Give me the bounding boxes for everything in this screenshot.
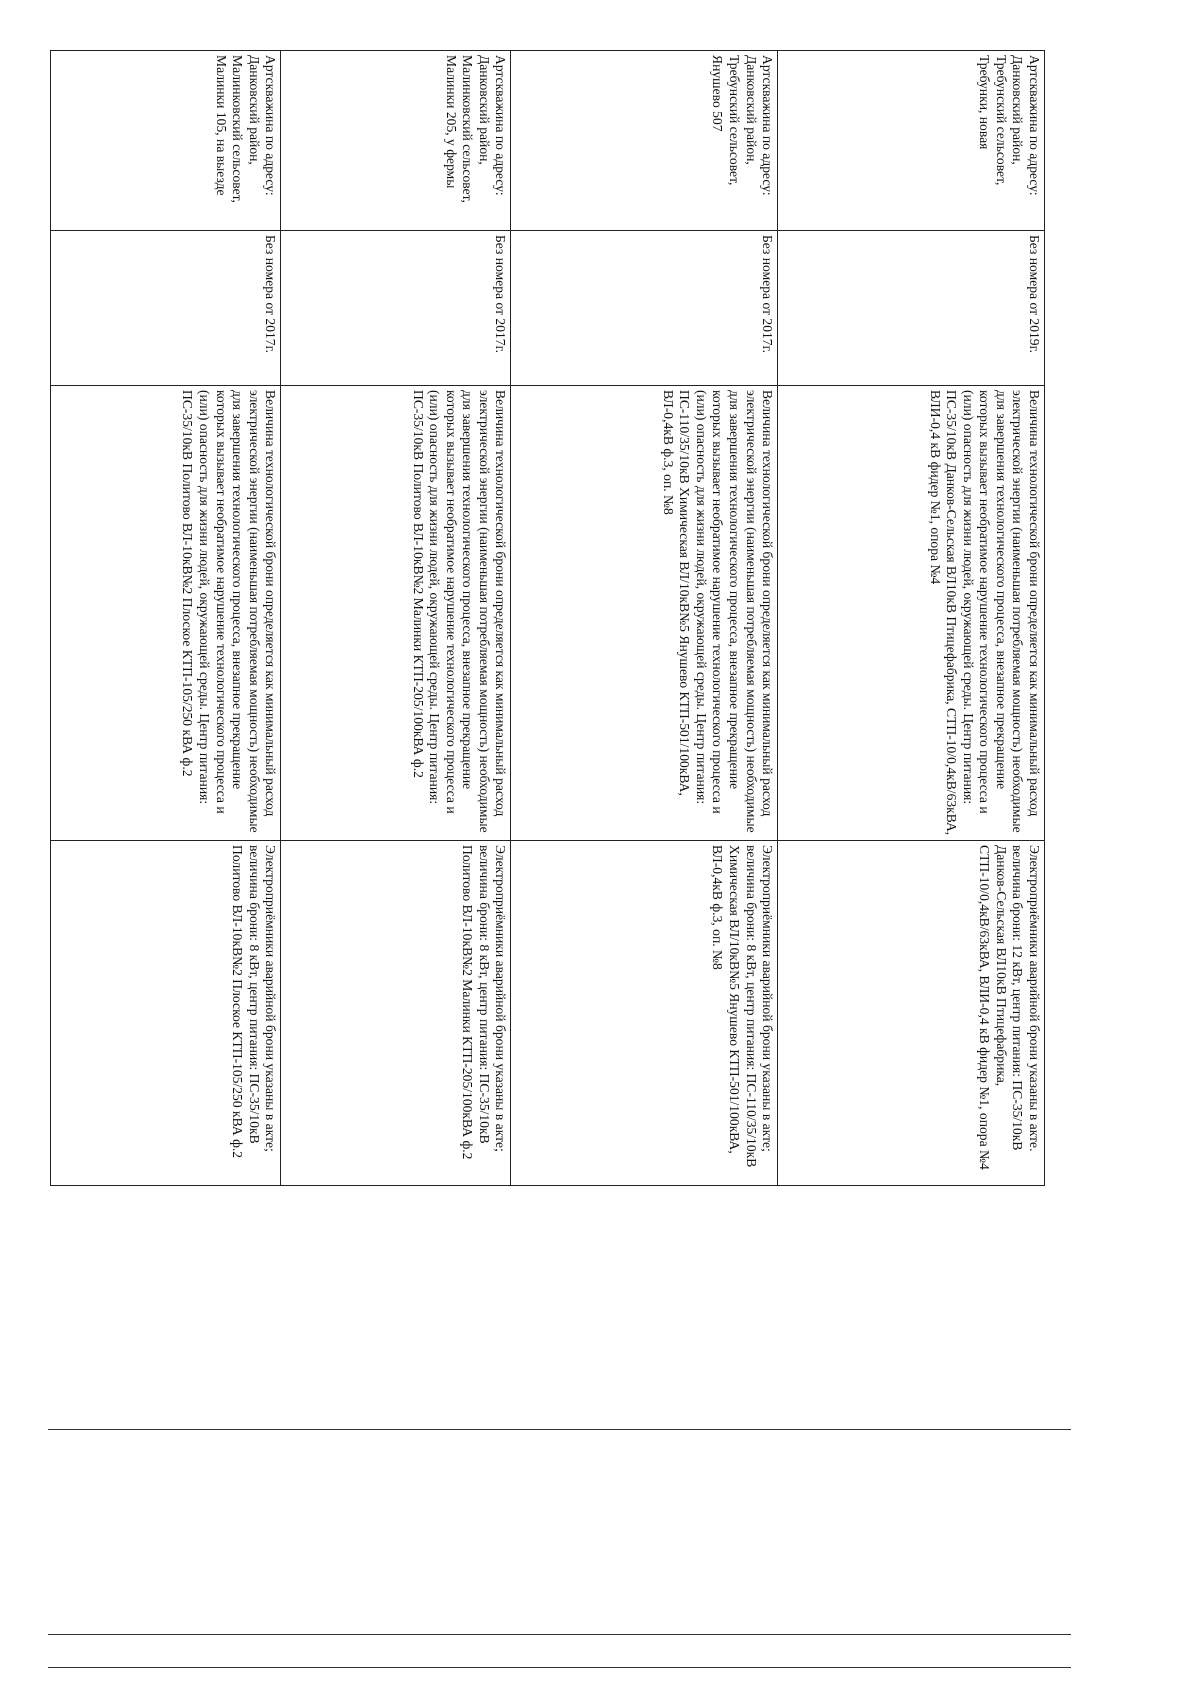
object-cell: Артскважина по адресу: Данковский район, Требунский сельсовет, Требунки, новая (778, 51, 1045, 231)
tech-reserve-cell: Величина технологической брони определяется как минимальный расход электрической энергии (наименьшая потребляемая мощность) необходимые для завершения технологического процесса, внезапное прекращение которых вызывает необратимое нарушение технологического процесса и (или) опасность для жизни людей, окружающей среды. Центр питания: ПС-35/10кВ Политово ВЛ-10кВ№2 Малинки КТП-205/100кВА ф.2 (281, 386, 511, 841)
emergency-reserve-cell: Электроприёмники аварийной брони указаны в акте; величина брони: 8 кВт, центр питания: ПС-110/35/10кВ Химическая ВЛ/10кВ№5 Янушево КТП-501/100кВА, ВЛ-0,4кВ ф.3, оп. №8 (511, 841, 778, 1186)
divider-line (48, 1429, 1071, 1430)
act-cell: Без номера от 2017г. (511, 231, 778, 386)
emergency-reserve-cell: Электроприёмники аварийной брони указаны в акте. величина брони: 12 кВт, центр питания: ПС-35/10кВ Данков-Сельская ВЛ10кВ Птицефабрика, СТП-10/0,4кВ/63кВА, ВЛИ-0,4 кВ фидер №1, опора №4 (778, 841, 1045, 1186)
table-row (51, 51, 281, 1186)
object-cell: Артскважина по адресу: Данковский район, Малинковский сельсовет, Малинки 205, у фермы (281, 51, 511, 231)
reserve-table (50, 50, 1045, 1186)
tech-reserve-cell: Величина технологической брони определяется как минимальный расход электрической энергии (наименьшая потребляемая мощность) необходимые для завершения технологического процесса, внезапное прекращение которых вызывает необратимое нарушение технологического процесса и (или) опасность для жизни людей, окружающей среды. Центр питания: ПС-110/35/10кВ Химическая ВЛ/10кВ№5 Янушево КТП-501/100кВА, ВЛ-0,4кВ ф.3, оп. №8 (511, 386, 778, 841)
divider-line (48, 1634, 1071, 1635)
act-cell: Без номера от 2019г. (778, 231, 1045, 386)
rotated-table-wrapper (50, 50, 1045, 1185)
object-cell: Артскважина по адресу: Данковский район, Малинковский сельсовет, Малинки 105, на выезде (51, 51, 281, 231)
tech-reserve-cell: Величина технологической брони определяется как минимальный расход электрической энергии (наименьшая потребляемая мощность) необходимые для завершения технологического процесса, внезапное прекращение которых вызывает необратимое нарушение технологического процесса и (или) опасность для жизни людей, окружающей среды. Центр питания: ПС-35/10кВ Данков-Сельская ВЛ10кВ Птицефабрика, СТП-10/0,4кВ/63кВА, ВЛИ-0,4 кВ фидер №1, опора №4 (778, 386, 1045, 841)
rotated-table-frame (50, 50, 1045, 1185)
act-cell: Без номера от 2017г. (51, 231, 281, 386)
table-row (281, 51, 511, 1186)
emergency-reserve-cell: Электроприёмники аварийной брони указаны в акте; величина брони: 8 кВт, центр питания: ПС-35/10кВ Политово ВЛ-10кВ№2 Малинки КТП-205/100кВА ф.2 (281, 841, 511, 1186)
object-cell: Артскважина по адресу: Данковский район, Требунский сельсовет, Янушево 507 (511, 51, 778, 231)
table-row (511, 51, 778, 1186)
emergency-reserve-cell: Электроприёмники аварийной брони указаны в акте; величина брони: 8 кВт, центр питания: ПС-35/10кВ Политово ВЛ-10кВ№2 Плоское КТП-105/250 кВА ф.2 (51, 841, 281, 1186)
table-row (778, 51, 1045, 1186)
act-cell: Без номера от 2017г. (281, 231, 511, 386)
divider-line (48, 1667, 1071, 1668)
tech-reserve-cell: Величина технологической брони определяется как минимальный расход электрической энергии (наименьшая потребляемая мощность) необходимые для завершения технологического процесса, внезапное прекращение которых вызывает необратимое нарушение технологического процесса и (или) опасность для жизни людей, окружающей среды. Центр питания: ПС-35/10кВ Политово ВЛ-10кВ№2 Плоское КТП-105/250 кВА ф.2 (51, 386, 281, 841)
